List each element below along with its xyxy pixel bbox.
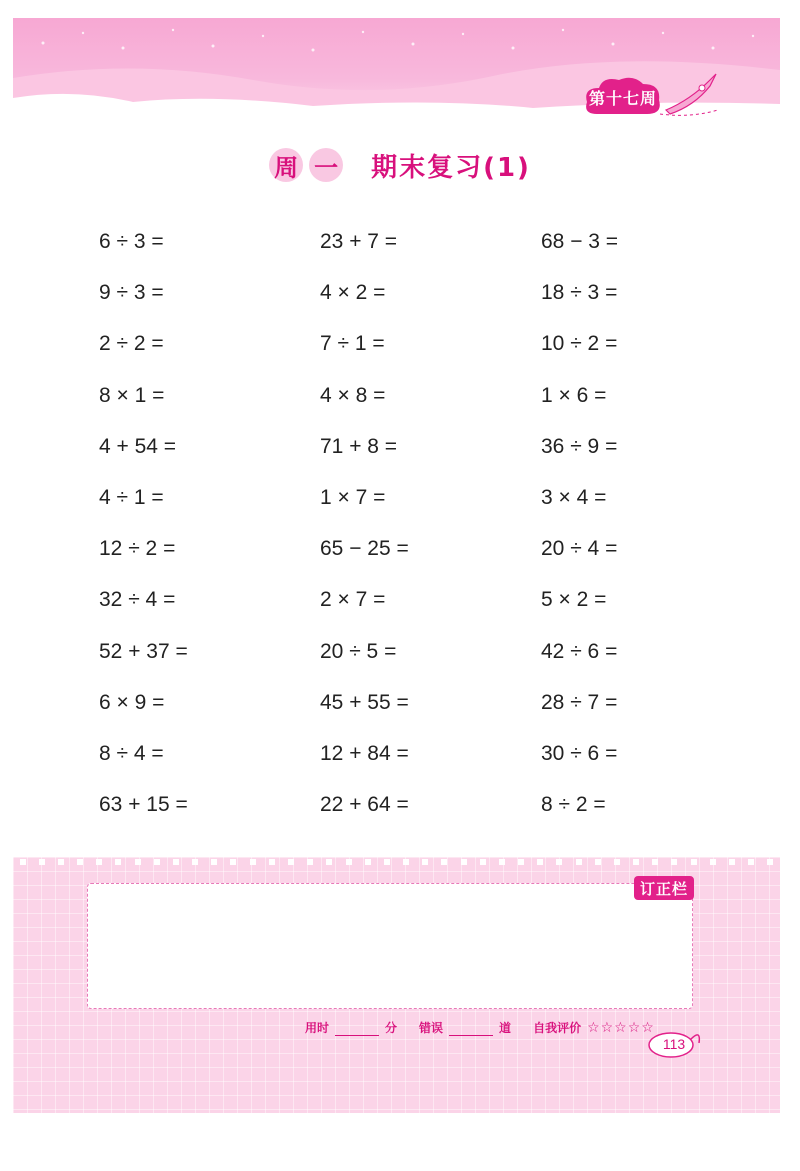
math-problem: 42 ÷ 6 = — [541, 639, 618, 663]
math-problem: 22 + 64 = — [320, 793, 409, 817]
rocket-icon — [660, 70, 720, 116]
weekday-char: 周 — [269, 148, 303, 182]
error-label: 错误 — [419, 1021, 444, 1035]
math-problem: 9 ÷ 3 = — [99, 281, 164, 305]
math-problem: 68 − 3 = — [541, 230, 619, 253]
math-problem: 45 + 55 = — [320, 690, 409, 714]
math-problem: 4 ÷ 1 = — [99, 485, 164, 509]
correction-section — [13, 857, 780, 1113]
star-rating[interactable]: ☆☆☆☆☆ — [587, 1020, 655, 1036]
week-badge — [583, 74, 663, 120]
math-problem: 28 ÷ 7 = — [541, 690, 618, 714]
minute-unit: 分 — [385, 1021, 398, 1035]
math-problem: 2 ÷ 2 = — [99, 332, 164, 356]
math-problem: 2 × 7 = — [320, 588, 386, 612]
week-label: 第十七周 — [588, 88, 657, 108]
math-problem: 65 − 25 = — [320, 537, 409, 561]
title-row — [0, 142, 800, 188]
math-problem: 4 × 2 = — [320, 281, 386, 305]
correction-box[interactable] — [87, 883, 693, 1009]
math-problem: 20 ÷ 4 = — [541, 537, 618, 561]
math-problem: 1 × 6 = — [541, 383, 607, 407]
correction-label: 订正栏 — [634, 876, 694, 900]
time-blank[interactable] — [335, 1023, 379, 1036]
math-problem: 18 ÷ 3 = — [541, 281, 618, 305]
math-problem: 63 + 15 = — [99, 793, 188, 817]
question-unit: 道 — [499, 1021, 512, 1035]
math-problem: 8 ÷ 2 = — [541, 793, 606, 817]
math-problem: 12 + 84 = — [320, 741, 409, 765]
stats-row — [305, 1019, 655, 1036]
math-problem: 1 × 7 = — [320, 485, 386, 509]
math-problem: 12 ÷ 2 = — [99, 537, 176, 561]
weekday-label — [269, 148, 343, 182]
math-problem: 20 ÷ 5 = — [320, 639, 397, 663]
math-problem: 3 × 4 = — [541, 485, 607, 509]
weekday-char: 一 — [309, 148, 343, 182]
math-problem: 8 ÷ 4 = — [99, 741, 164, 765]
math-problem: 6 ÷ 3 = — [99, 230, 164, 253]
page-title: 期末复习(1) — [371, 152, 531, 183]
math-problem: 6 × 9 = — [99, 690, 165, 714]
math-problem: 7 ÷ 1 = — [320, 332, 385, 356]
math-problem: 32 ÷ 4 = — [99, 588, 176, 612]
perforation — [13, 857, 780, 867]
math-problem: 5 × 2 = — [541, 588, 607, 612]
math-problem: 36 ÷ 9 = — [541, 434, 618, 458]
self-eval-label: 自我评价 — [533, 1021, 582, 1035]
math-problem: 4 + 54 = — [99, 434, 177, 458]
math-problem: 4 × 8 = — [320, 383, 386, 407]
math-problem: 23 + 7 = — [320, 230, 398, 253]
math-problem: 30 ÷ 6 = — [541, 741, 618, 765]
time-label: 用时 — [305, 1021, 330, 1035]
math-problem: 8 × 1 = — [99, 383, 165, 407]
problem-grid — [99, 222, 739, 836]
page-number: 113 — [662, 1036, 686, 1052]
error-blank[interactable] — [449, 1023, 493, 1036]
math-problem: 52 + 37 = — [99, 639, 188, 663]
page-number-badge — [647, 1029, 701, 1059]
math-problem: 71 + 8 = — [320, 434, 398, 458]
math-problem: 10 ÷ 2 = — [541, 332, 618, 356]
